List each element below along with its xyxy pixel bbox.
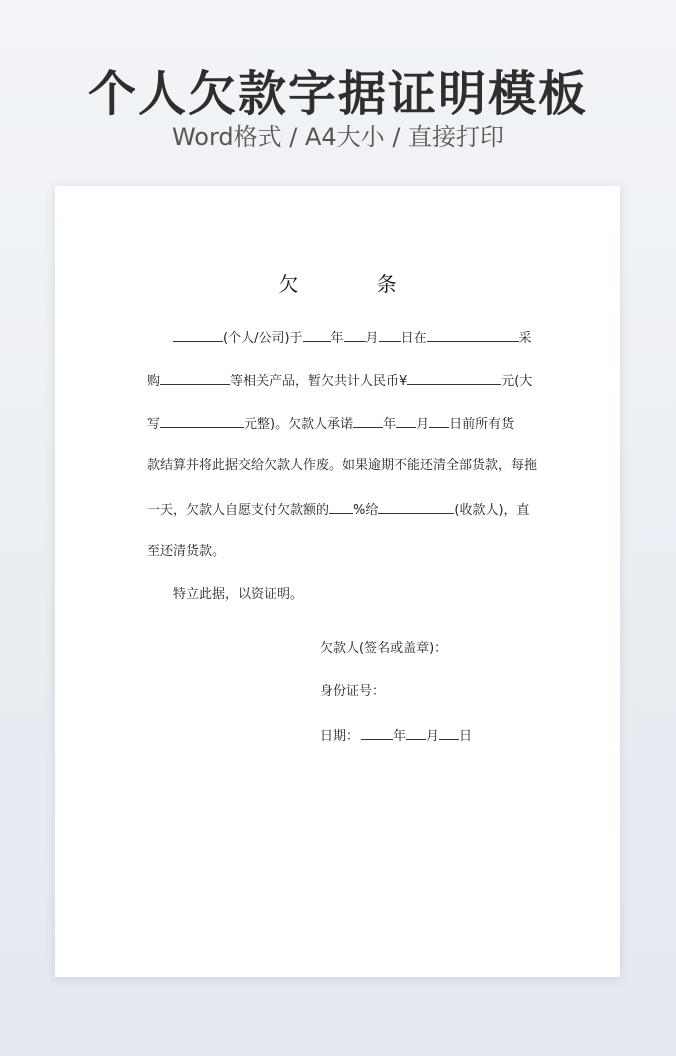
body-line-2 <box>147 370 532 392</box>
date-year-label: 年 <box>393 729 407 744</box>
date-label: 日期： <box>320 729 360 744</box>
text-segment: %给 <box>353 503 379 518</box>
id-number-line <box>320 682 385 702</box>
body-line-5 <box>147 499 530 521</box>
text-segment: 年 <box>330 331 344 346</box>
body-line-4 <box>147 456 537 476</box>
blank-field[interactable] <box>406 725 426 740</box>
text-segment: (收款人)，直 <box>454 503 530 518</box>
text-segment: 元整)。欠款人承诺 <box>244 417 354 432</box>
blank-field[interactable] <box>439 725 459 740</box>
text-segment: 月 <box>416 417 430 432</box>
date-day-label: 日 <box>459 729 473 744</box>
blank-field[interactable] <box>407 370 501 385</box>
text-segment: 元(大 <box>501 374 533 389</box>
blank-field[interactable] <box>361 725 393 740</box>
page-subtitle: Word格式 / A4大小 / 直接打印 <box>171 123 505 151</box>
date-month-label: 月 <box>426 729 440 744</box>
text-segment: 日在 <box>400 331 427 346</box>
text-segment: 月 <box>365 331 379 346</box>
blank-field[interactable] <box>160 413 244 428</box>
debtor-label: 欠款人(签名或盖章)： <box>320 641 448 656</box>
text-segment: 写 <box>147 417 161 432</box>
text-segment: 年 <box>383 417 397 432</box>
document-paper <box>55 186 620 977</box>
text-segment: 日前所有货 <box>449 417 515 432</box>
text-segment: 一天，欠款人自愿支付欠款额的 <box>147 503 330 518</box>
text-segment: 至还清货款。 <box>147 544 226 559</box>
body-line-1 <box>173 327 532 349</box>
body-line-3 <box>147 413 514 435</box>
blank-field[interactable] <box>396 413 416 428</box>
blank-field[interactable] <box>427 327 519 342</box>
body-line-7 <box>173 585 303 605</box>
text-segment: (个人/公司)于 <box>223 331 303 346</box>
debtor-signature-line <box>320 639 447 659</box>
id-label: 身份证号： <box>320 684 386 699</box>
text-segment: 购 <box>147 374 161 389</box>
text-segment: 款结算并将此据交给欠款人作废。如果逾期不能还清全部货款，每拖 <box>147 458 538 473</box>
blank-field[interactable] <box>379 327 401 342</box>
blank-field[interactable] <box>378 499 454 514</box>
document-title: 欠 条 <box>278 272 433 296</box>
page-title: 个人欠款字据证明模板 <box>87 66 588 122</box>
text-segment: 等相关产品，暂欠共计人民币¥ <box>230 374 408 389</box>
date-line <box>320 725 472 747</box>
blank-field[interactable] <box>329 499 353 514</box>
blank-field[interactable] <box>173 327 223 342</box>
body-line-6 <box>147 542 225 562</box>
blank-field[interactable] <box>303 327 331 342</box>
text-segment: 采 <box>518 331 532 346</box>
blank-field[interactable] <box>344 327 366 342</box>
blank-field[interactable] <box>429 413 449 428</box>
text-segment: 特立此据，以资证明。 <box>173 587 304 602</box>
blank-field[interactable] <box>353 413 383 428</box>
blank-field[interactable] <box>160 370 230 385</box>
